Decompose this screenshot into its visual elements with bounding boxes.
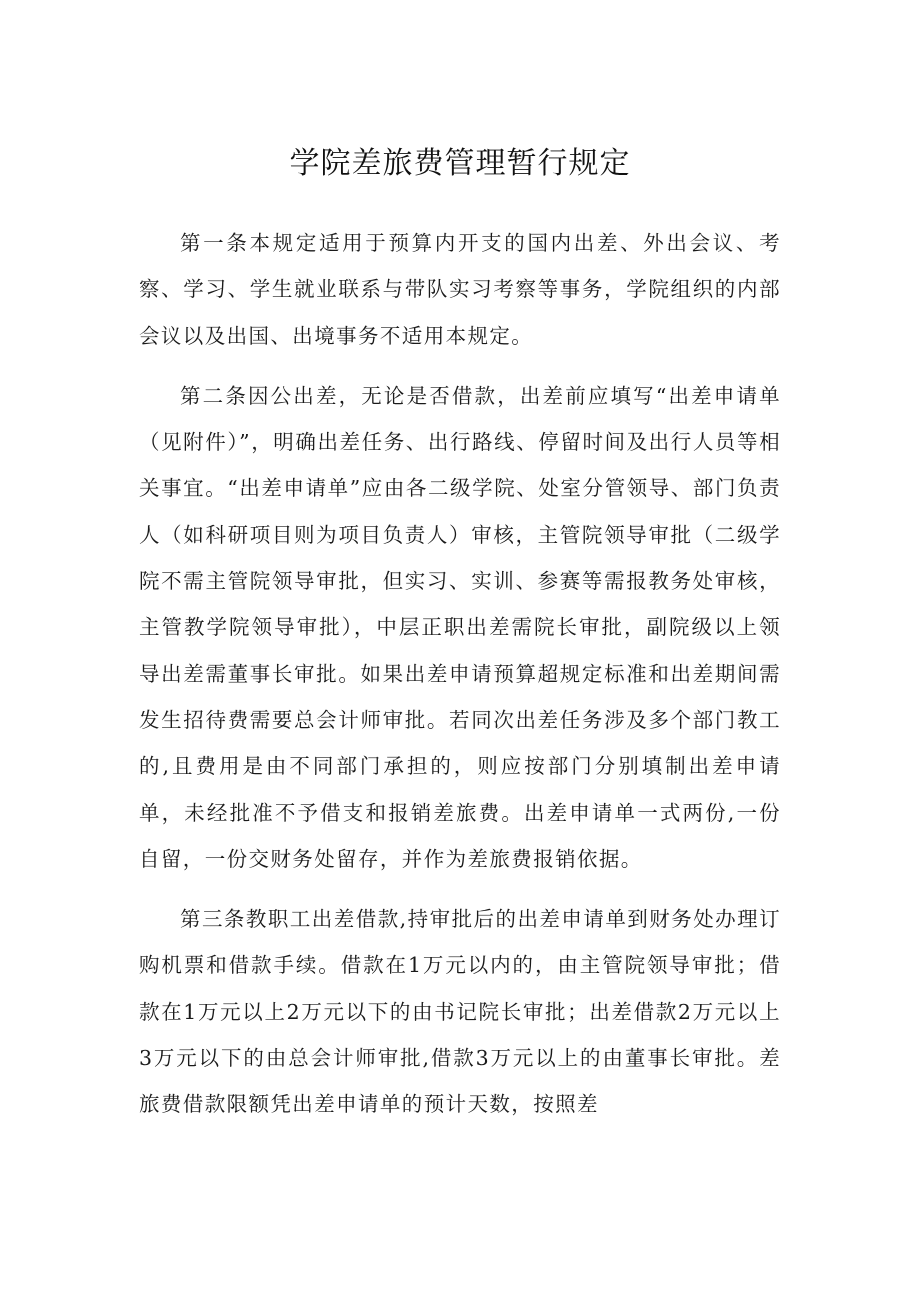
article-3-paragraph: 第三条教职工出差借款,持审批后的出差申请单到财务处办理订购机票和借款手续。借款在1万元以内的，由主管院领导审批；借款在1万元以上2万元以下的由书记院长审批；出差借款2万元以上3万元以下的由总会计师审批,借款3万元以上的由董事长审批。差旅费借款限额凭出差申请单的预计天数，按照差 — [139, 907, 781, 1117]
article-1-paragraph: 第一条本规定适用于预算内开支的国内出差、外出会议、考察、学习、学生就业联系与带队实习考察等事务，学院组织的内部会议以及出国、出境事务不适用本规定。 — [139, 231, 781, 348]
document-title: 学院差旅费管理暂行规定 — [289, 146, 631, 181]
document-body — [139, 220, 781, 1142]
article-2-paragraph: 第二条因公出差，无论是否借款，出差前应填写“出差申请单（见附件）”，明确出差任务、出行路线、停留时间及出行人员等相关事宜。“出差申请单”应由各二级学院、处室分管领导、部门负责人（如科研项目则为项目负责人）审核，主管院领导审批（二级学院不需主管院领导审批，但实习、实训、参赛等需报教务处审核，主管教学院领导审批），中层正职出差需院长审批，副院级以上领导出差需董事长审批。如果出差申请预算超规定标准和出差期间需发生招待费需要总会计师审批。若同次出差任务涉及多个部门教工的,且费用是由不同部门承担的，则应按部门分别填制出差申请单，未经批准不予借支和报销差旅费。出差申请单一式两份,一份自留，一份交财务处留存，并作为差旅费报销依据。 — [139, 383, 781, 871]
